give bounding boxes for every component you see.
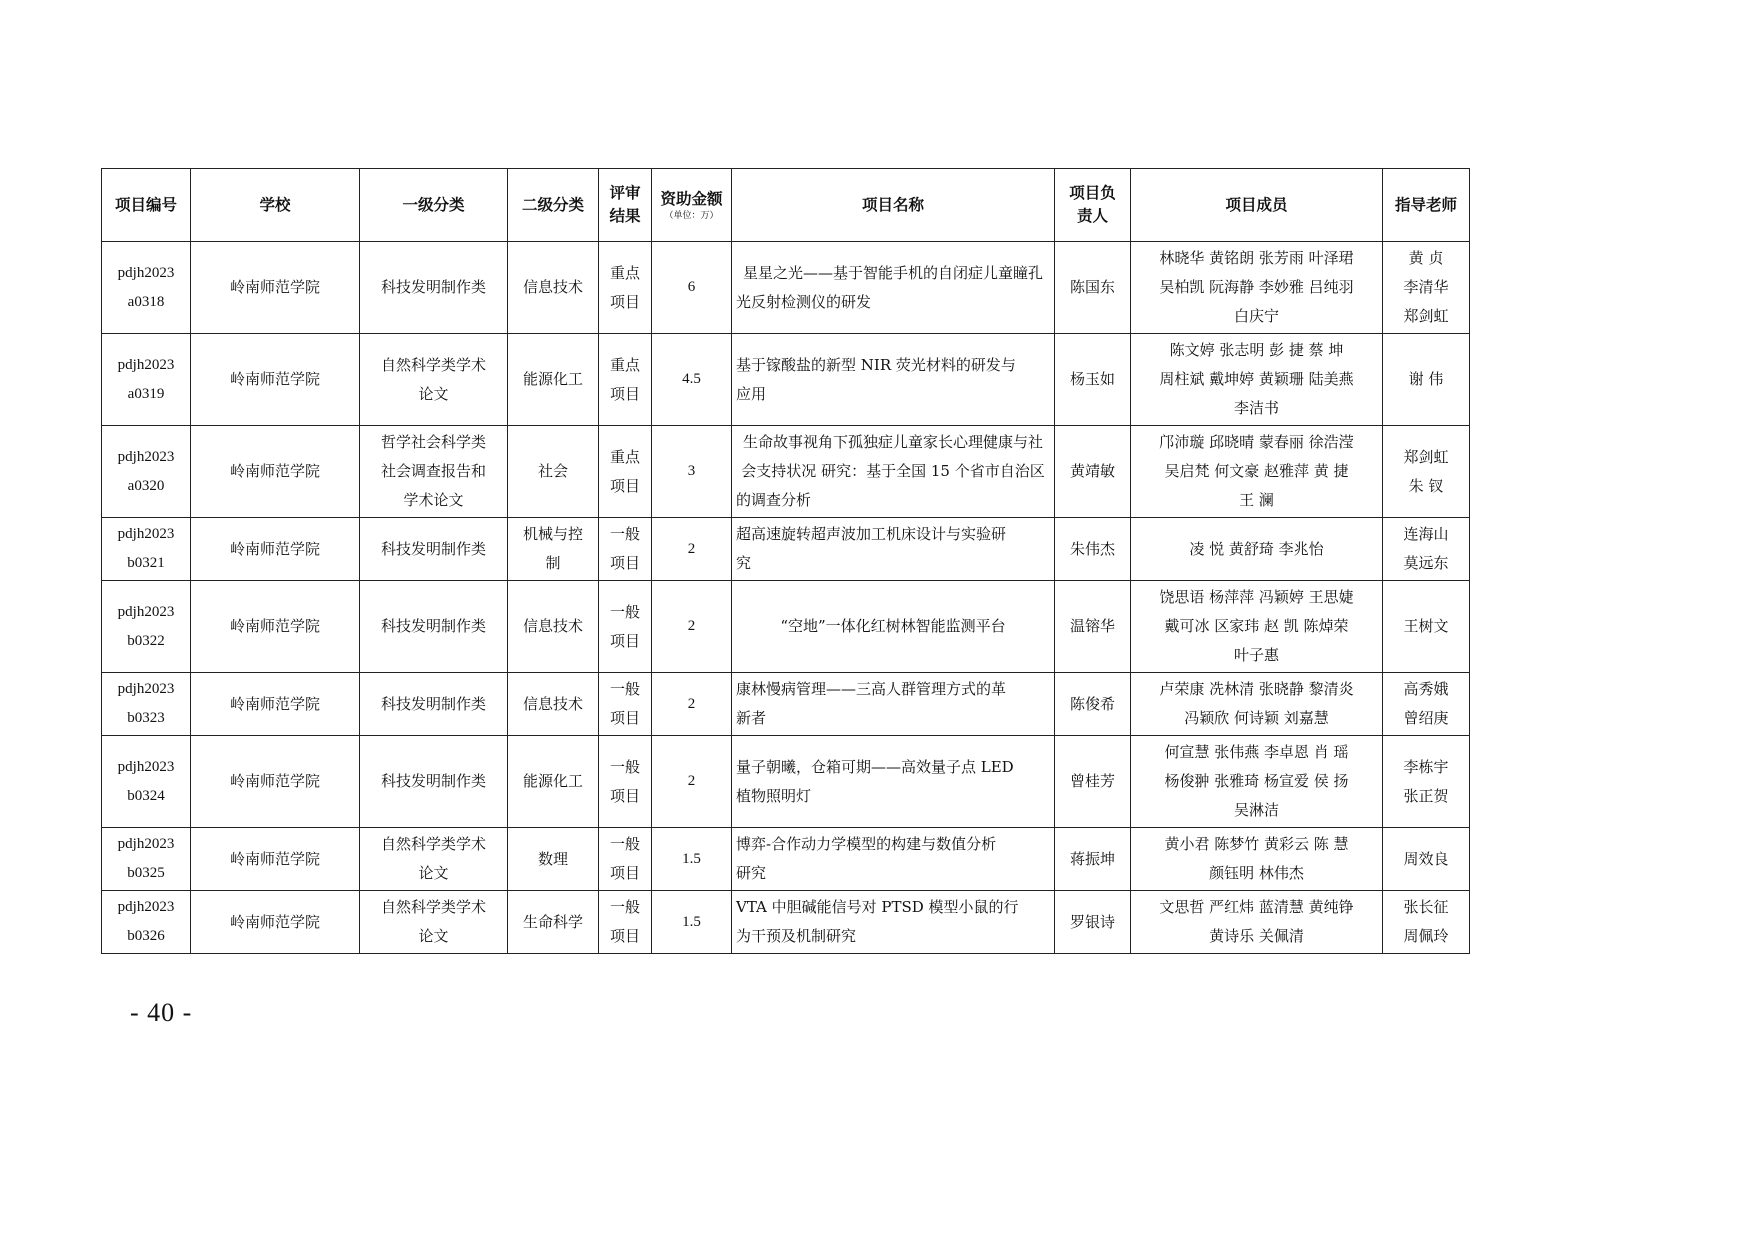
cell-leader: 朱伟杰 (1055, 518, 1131, 581)
cell-amount: 2 (652, 673, 732, 736)
member-line: 李洁书 (1233, 399, 1279, 417)
member-line: 杨俊翀 张雅琦 杨宣爱 侯 扬 (1164, 772, 1349, 790)
advisor-line: 高秀娥 (1403, 680, 1449, 698)
cell-line: pdjh2023 (117, 758, 175, 775)
cell-school: 岭南师范学院 (191, 581, 360, 673)
cell-project-id (102, 736, 191, 828)
cell-line: pdjh2023 (117, 681, 175, 697)
cell-line: b0325 (127, 865, 165, 881)
member-line: 戴可冰 区家玮 赵 凯 陈焯荣 (1164, 617, 1349, 635)
cell-amount: 1.5 (652, 891, 732, 954)
cell-review-result (599, 736, 652, 828)
cell-school: 岭南师范学院 (191, 673, 360, 736)
cell-leader: 陈俊希 (1055, 673, 1131, 736)
member-line: 文思哲 严红炜 蓝清慧 黄纯铮 (1159, 898, 1354, 916)
advisor-line: 连海山 (1403, 525, 1449, 543)
header-leader-label: 项目负责人 (1069, 184, 1116, 225)
cell-advisors (1383, 891, 1470, 954)
cell-advisors (1383, 736, 1470, 828)
cell-line: VTA 中胆碱能信号对 PTSD 模型小鼠的行 (736, 898, 1019, 916)
cell-line: 自然科学类学术 (380, 898, 486, 916)
table-row (102, 334, 1470, 426)
cell-leader: 温镕华 (1055, 581, 1131, 673)
advisor-line: 张正贺 (1403, 786, 1449, 805)
cell-project-id (102, 242, 191, 334)
cell-line: 新者 (736, 709, 767, 727)
cell-line: 项目 (609, 476, 640, 495)
header-id: 项目编号 (102, 169, 191, 242)
cell-project-id (102, 581, 191, 673)
header-row (102, 169, 1470, 242)
cell-line: a0319 (127, 385, 165, 402)
advisor-line: 朱 钗 (1408, 476, 1444, 495)
cell-advisors (1383, 828, 1470, 891)
advisor-line: 王树文 (1403, 617, 1449, 635)
advisor-line: 周佩玲 (1403, 927, 1449, 945)
cell-advisors (1383, 334, 1470, 426)
cell-review-result (599, 581, 652, 673)
cell-category-1 (360, 334, 508, 426)
cell-line: pdjh2023 (117, 836, 175, 852)
table-row (102, 518, 1470, 581)
cell-category-2: 能源化工 (508, 736, 599, 828)
member-line: 白庆宁 (1233, 307, 1279, 325)
cell-line: 论文 (418, 384, 449, 403)
cell-category-2: 能源化工 (508, 334, 599, 426)
project-table (101, 168, 1470, 954)
cell-school: 岭南师范学院 (191, 426, 360, 518)
cell-line: 制 (545, 554, 561, 572)
advisor-line: 李栋宇 (1403, 757, 1449, 776)
cell-line: 论文 (418, 927, 449, 945)
cell-category-2: 信息技术 (508, 242, 599, 334)
cell-line: pdjh2023 (117, 356, 175, 373)
cell-leader: 黄靖敏 (1055, 426, 1131, 518)
cell-category-1 (360, 828, 508, 891)
member-line: 饶思语 杨萍萍 冯颖婷 王思婕 (1159, 588, 1354, 606)
cell-line: b0321 (127, 555, 165, 571)
cell-project-name (732, 518, 1055, 581)
cell-line: 一般 (609, 757, 640, 776)
cell-advisors (1383, 518, 1470, 581)
cell-project-id (102, 518, 191, 581)
cell-members (1131, 673, 1383, 736)
cell-leader: 罗银诗 (1055, 891, 1131, 954)
cell-line: a0320 (127, 477, 165, 494)
member-line: 周柱斌 戴坤婷 黄颖珊 陆美燕 (1159, 370, 1354, 388)
cell-project-name: 星星之光——基于智能手机的自闭症儿童瞳孔光反射检测仪的研发 (732, 242, 1055, 334)
cell-amount: 2 (652, 518, 732, 581)
cell-line: 项目 (609, 384, 640, 403)
cell-line: b0326 (127, 928, 165, 944)
cell-project-id (102, 828, 191, 891)
member-line: 林晓华 黄铭朗 张芳雨 叶泽珺 (1159, 249, 1354, 267)
cell-line: pdjh2023 (117, 526, 175, 542)
cell-category-1: 科技发明制作类 (360, 736, 508, 828)
cell-line: 一般 (609, 898, 640, 916)
cell-line: 博弈-合作动力学模型的构建与数值分析 (736, 835, 997, 853)
cell-line: 为干预及机制研究 (736, 927, 857, 945)
cell-amount: 2 (652, 581, 732, 673)
advisor-line: 周效良 (1403, 849, 1449, 868)
table-body (102, 242, 1470, 954)
cell-line: 项目 (609, 631, 640, 650)
cell-review-result (599, 242, 652, 334)
cell-line: pdjh2023 (117, 899, 175, 915)
cell-leader: 杨玉如 (1055, 334, 1131, 426)
cell-project-name (732, 891, 1055, 954)
member-line: 王 澜 (1239, 491, 1274, 509)
cell-review-result (599, 518, 652, 581)
advisor-line: 郑剑虹 (1403, 307, 1449, 325)
cell-line: b0323 (127, 710, 165, 726)
cell-leader: 曾桂芳 (1055, 736, 1131, 828)
cell-advisors (1383, 673, 1470, 736)
cell-category-1: 科技发明制作类 (360, 518, 508, 581)
cell-line: 项目 (609, 709, 640, 727)
cell-line: 一般 (609, 525, 640, 543)
cell-category-2: 生命科学 (508, 891, 599, 954)
cell-line: 一般 (609, 602, 640, 621)
cell-project-id (102, 334, 191, 426)
cell-category-1: 科技发明制作类 (360, 581, 508, 673)
header-leader (1055, 169, 1131, 242)
cell-line: 重点 (609, 355, 640, 374)
cell-line: 康林慢病管理——三高人群管理方式的革 (736, 680, 1007, 698)
advisor-line: 谢 伟 (1408, 370, 1444, 388)
header-amount-label: 资助金额 (660, 190, 723, 208)
cell-category-2: 数理 (508, 828, 599, 891)
member-line: 吴淋洁 (1233, 801, 1279, 819)
cell-advisors (1383, 242, 1470, 334)
cell-amount: 6 (652, 242, 732, 334)
member-line: 凌 悦 黄舒琦 李兆怡 (1189, 539, 1324, 558)
member-line: 吴柏凯 阮海静 李妙雅 吕纯羽 (1159, 278, 1354, 296)
header-result (599, 169, 652, 242)
cell-review-result (599, 334, 652, 426)
member-line: 黄诗乐 关佩清 (1209, 927, 1304, 945)
cell-amount: 2 (652, 736, 732, 828)
cell-advisors (1383, 426, 1470, 518)
table-row (102, 736, 1470, 828)
cell-school: 岭南师范学院 (191, 334, 360, 426)
cell-line: 一般 (609, 835, 640, 853)
cell-review-result (599, 891, 652, 954)
cell-project-id (102, 891, 191, 954)
table-row (102, 426, 1470, 518)
cell-line: pdjh2023 (117, 448, 175, 465)
cell-project-name (732, 736, 1055, 828)
cell-line: 自然科学类学术 (380, 355, 486, 374)
cell-project-id (102, 673, 191, 736)
cell-advisors (1383, 581, 1470, 673)
cell-project-name: “空地”一体化红树林智能监测平台 (732, 581, 1055, 673)
advisor-line: 李清华 (1403, 278, 1449, 296)
member-line: 卢荣康 冼林清 张晓静 黎清炎 (1159, 680, 1354, 698)
advisor-line: 黄 贞 (1408, 249, 1444, 267)
table-row (102, 891, 1470, 954)
cell-project-name (732, 828, 1055, 891)
cell-category-2 (508, 518, 599, 581)
cell-project-name: 生命故事视角下孤独症儿童家长心理健康与社会支持状况 研究：基于全国 15 个省市自治区的调查分析 (732, 426, 1055, 518)
cell-school: 岭南师范学院 (191, 891, 360, 954)
member-line: 叶子惠 (1233, 646, 1279, 664)
cell-line: a0318 (127, 293, 165, 310)
cell-category-2: 信息技术 (508, 673, 599, 736)
cell-members (1131, 828, 1383, 891)
header-cat2: 二级分类 (508, 169, 599, 242)
page-number: - 40 - (130, 998, 193, 1027)
cell-school: 岭南师范学院 (191, 736, 360, 828)
cell-line: 项目 (609, 292, 640, 311)
cell-leader: 陈国东 (1055, 242, 1131, 334)
cell-school: 岭南师范学院 (191, 242, 360, 334)
cell-line: 重点 (609, 263, 640, 282)
cell-line: 项目 (609, 864, 640, 882)
cell-line: b0322 (127, 632, 165, 649)
header-result-label: 评审结果 (609, 184, 641, 225)
header-members: 项目成员 (1131, 169, 1383, 242)
cell-review-result (599, 828, 652, 891)
cell-category-1 (360, 891, 508, 954)
cell-line: 学术论文 (403, 491, 464, 509)
member-line: 冯颖欣 何诗颖 刘嘉慧 (1184, 709, 1329, 727)
cell-line: 一般 (609, 680, 640, 698)
cell-line: 究 (736, 554, 752, 572)
member-line: 黄小君 陈梦竹 黄彩云 陈 慧 (1164, 835, 1349, 853)
cell-review-result (599, 673, 652, 736)
header-cat1: 一级分类 (360, 169, 508, 242)
cell-line: pdjh2023 (117, 603, 175, 620)
cell-line: b0324 (127, 787, 165, 804)
cell-project-name (732, 334, 1055, 426)
header-school: 学校 (191, 169, 360, 242)
cell-leader: 蒋振坤 (1055, 828, 1131, 891)
cell-members (1131, 736, 1383, 828)
cell-line: 超高速旋转超声波加工机床设计与实验研 (736, 525, 1007, 543)
cell-line: 社会调查报告和 (380, 462, 486, 480)
cell-line: 机械与控 (522, 525, 583, 543)
cell-category-1: 科技发明制作类 (360, 242, 508, 334)
cell-members (1131, 242, 1383, 334)
cell-review-result (599, 426, 652, 518)
cell-line: 项目 (609, 554, 640, 572)
cell-line: pdjh2023 (117, 264, 175, 281)
cell-members (1131, 581, 1383, 673)
cell-project-name (732, 673, 1055, 736)
cell-school: 岭南师范学院 (191, 828, 360, 891)
cell-line: 项目 (609, 927, 640, 945)
advisor-line: 张长征 (1403, 898, 1449, 916)
cell-line: 自然科学类学术 (380, 835, 486, 853)
cell-category-2: 信息技术 (508, 581, 599, 673)
header-name: 项目名称 (732, 169, 1055, 242)
table-row (102, 581, 1470, 673)
cell-members (1131, 891, 1383, 954)
cell-amount: 3 (652, 426, 732, 518)
cell-project-id (102, 426, 191, 518)
cell-category-1 (360, 426, 508, 518)
cell-line: 应用 (736, 384, 767, 403)
header-amount (652, 169, 732, 242)
header-amount-unit: （单位：万） (664, 211, 719, 221)
table-row (102, 828, 1470, 891)
header-advisor: 指导老师 (1383, 169, 1470, 242)
cell-line: 论文 (418, 864, 449, 882)
member-line: 陈文婷 张志明 彭 捷 蔡 坤 (1169, 341, 1344, 359)
cell-members (1131, 518, 1383, 581)
cell-line: 哲学社会科学类 (380, 433, 486, 451)
cell-amount: 1.5 (652, 828, 732, 891)
cell-line: 植物照明灯 (736, 786, 812, 805)
cell-line: 重点 (609, 447, 640, 466)
cell-line: 研究 (736, 864, 767, 882)
cell-amount: 4.5 (652, 334, 732, 426)
cell-line: 项目 (609, 786, 640, 805)
member-line: 吴启梵 何文豪 赵雅萍 黄 捷 (1164, 462, 1349, 480)
cell-members (1131, 426, 1383, 518)
cell-school: 岭南师范学院 (191, 518, 360, 581)
cell-category-1: 科技发明制作类 (360, 673, 508, 736)
cell-category-2: 社会 (508, 426, 599, 518)
cell-line: 基于镓酸盐的新型 NIR 荧光材料的研发与 (736, 355, 1016, 374)
cell-line: 量子朝曦，仓箱可期——高效量子点 LED (736, 757, 1014, 776)
table-row (102, 673, 1470, 736)
table-row (102, 242, 1470, 334)
advisor-line: 曾绍庚 (1403, 709, 1449, 727)
advisor-line: 莫远东 (1403, 554, 1449, 572)
member-line: 邝沛璇 邱晓晴 蒙春丽 徐浩滢 (1159, 433, 1354, 451)
cell-members (1131, 334, 1383, 426)
member-line: 何宣慧 张伟燕 李卓恩 肖 瑶 (1164, 743, 1349, 761)
advisor-line: 郑剑虹 (1403, 447, 1449, 466)
member-line: 颜钰明 林伟杰 (1209, 864, 1304, 882)
